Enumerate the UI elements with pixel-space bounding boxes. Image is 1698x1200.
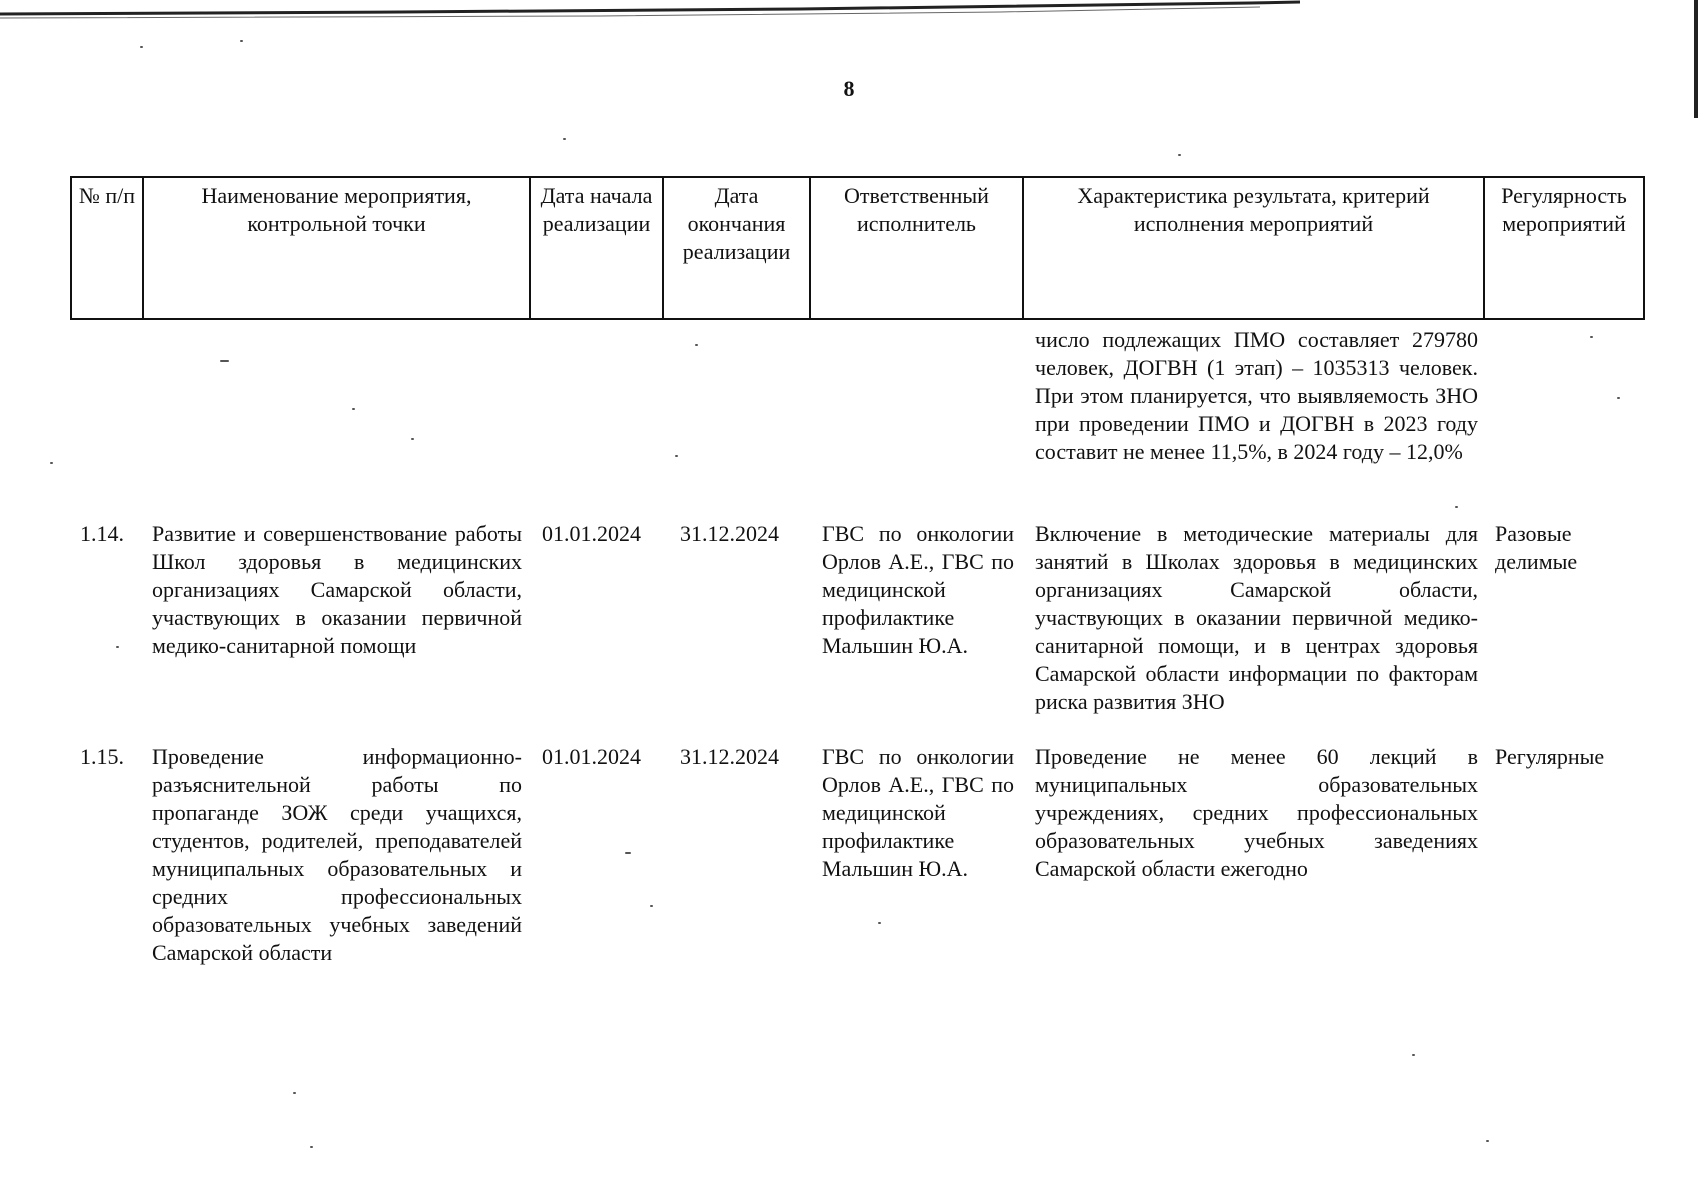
row-number: 1.14. (80, 521, 124, 546)
header-start-date: Дата начала реализации (530, 177, 663, 319)
row-name: Проведение информационно-разъяснительной работы по пропаганде ЗОЖ среди учащихся, студентов, родителей, преподавателей муниципальных образовательных и средних профессиональных образовательных учебных заведений Самарской области (152, 744, 522, 965)
row-responsible: ГВС по онкологии Орлов А.Е., ГВС по медицинской профилактике Мальшин Ю.А. (822, 744, 1014, 881)
header-end-date: Дата окончания реализации (663, 177, 810, 319)
row-result: Проведение не менее 60 лекций в муниципальных образовательных учреждениях, средних профессиональных образовательных учебных заведениях Самарской области ежегодно (1035, 744, 1478, 881)
row-name: Развитие и совершенствование работы Школ здоровья в медицинских организациях Самарской области, участвующих в оказании первичной медико-санитарной помощи (152, 521, 522, 658)
table-header (70, 176, 1645, 320)
row-responsible: ГВС по онкологии Орлов А.Е., ГВС по медицинской профилактике Мальшин Ю.А. (822, 521, 1014, 658)
row-regularity: Разовые делимые (1495, 521, 1578, 574)
continuation-result: число подлежащих ПМО составляет 279780 человек, ДОГВН (1 этап) – 1035313 человек. При этом планируется, что выявляемость ЗНО при проведении ПМО и ДОГВН в 2023 году составит не менее 11,5%, в 2024 году – 12,0% (1035, 327, 1478, 464)
row-result: Включение в методические материалы для занятий в Школах здоровья в медицинских организациях Самарской области, участвующих в оказании первичной медико-санитарной помощи, и в центрах здоровья Самарской области информации по факторам риска развития ЗНО (1035, 521, 1478, 714)
row-start-date: 01.01.2024 (542, 744, 641, 769)
header-regularity: Регулярность мероприятий (1484, 177, 1644, 319)
row-end-date: 31.12.2024 (680, 521, 779, 546)
scan-edge-top (0, 0, 1698, 20)
row-number: 1.15. (80, 744, 124, 769)
row-end-date: 31.12.2024 (680, 744, 779, 769)
header-name: Наименование мероприятия, контрольной точки (143, 177, 530, 319)
header-result: Характеристика результата, критерий исполнения мероприятий (1023, 177, 1484, 319)
row-start-date: 01.01.2024 (542, 521, 641, 546)
page-number: 8 (843, 76, 855, 101)
row-regularity: Регулярные (1495, 744, 1605, 769)
header-number: № п/п (71, 177, 143, 319)
header-responsible: Ответственный исполнитель (810, 177, 1023, 319)
